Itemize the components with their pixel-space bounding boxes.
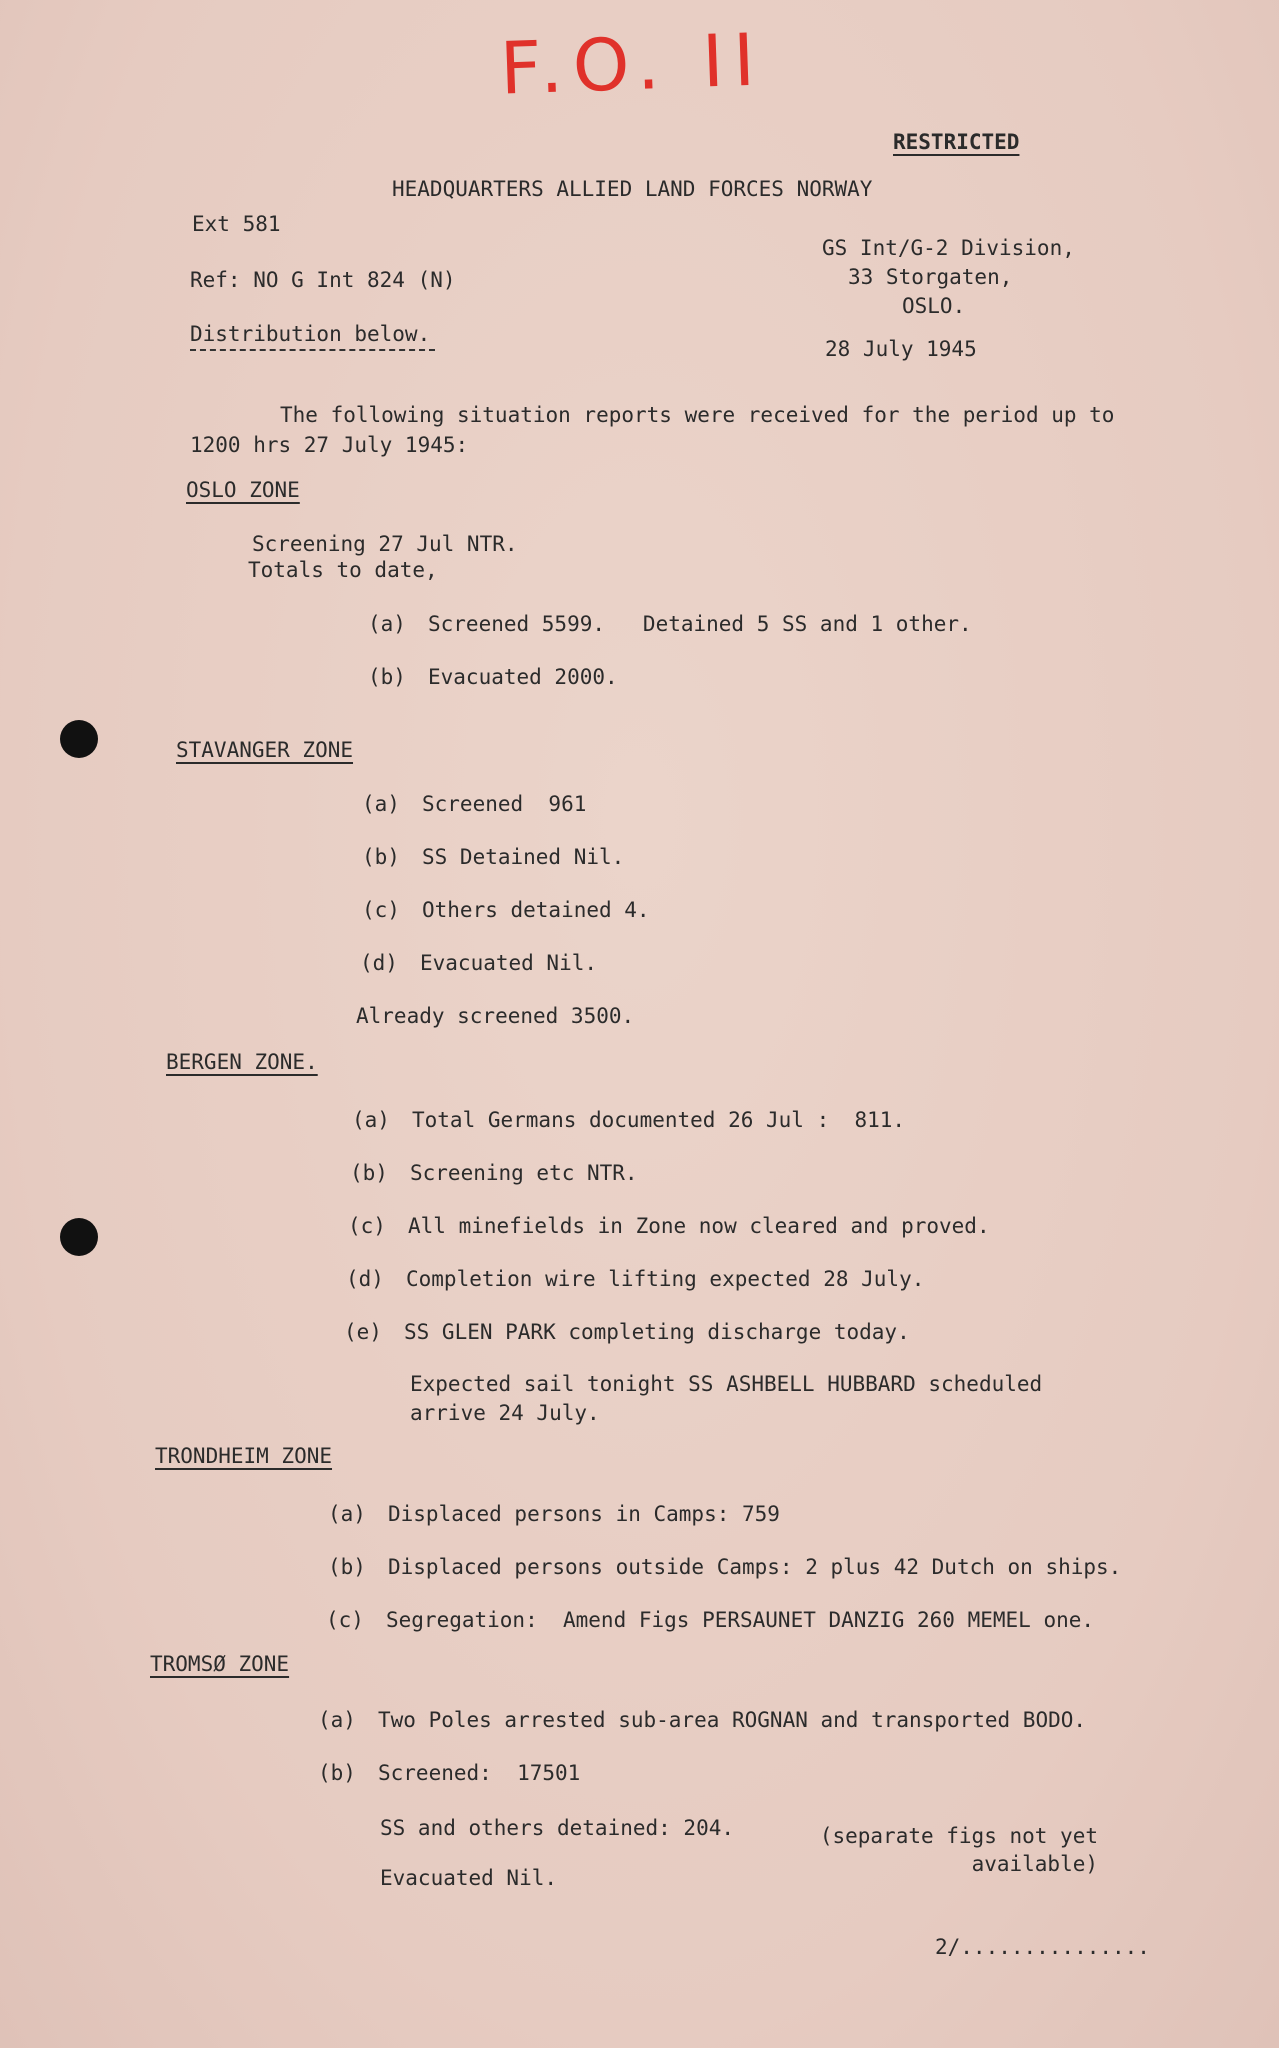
extension-number: Ext 581 [192, 212, 281, 236]
item-text: Screened 961 [422, 792, 587, 816]
stavanger-item-d [360, 951, 597, 975]
item-label: (d) [346, 1267, 384, 1291]
item-text: Two Poles arrested sub-area ROGNAN and transported BODO. [378, 1708, 1087, 1732]
stavanger-item-c [362, 898, 650, 922]
page-continuation-marker: 2/............... [935, 1935, 1150, 1959]
item-text: Displaced persons outside Camps: 2 plus 42 Dutch on ships. [388, 1555, 1122, 1579]
item-label: (a) [352, 1108, 390, 1132]
item-text: Others detained 4. [422, 898, 650, 922]
address-line-1: GS Int/G-2 Division, [822, 236, 1075, 260]
oslo-zone-heading: OSLO ZONE [186, 478, 300, 502]
tromso-detained-line: SS and others detained: 204. [380, 1816, 735, 1840]
item-label: (a) [362, 792, 400, 816]
tromso-figures-note: (separate figs not yet available) [819, 1824, 1098, 1876]
oslo-item-b [368, 665, 618, 689]
intro-paragraph: The following situation reports were received for the period up to 1200 hrs 27 July 1945: [190, 403, 1115, 457]
item-label: (d) [360, 951, 398, 975]
bergen-item-c [348, 1214, 990, 1238]
oslo-item-a [368, 612, 972, 636]
item-text: Completion wire lifting expected 28 July. [406, 1267, 925, 1291]
stavanger-zone-heading: STAVANGER ZONE [176, 738, 354, 762]
stavanger-already-screened: Already screened 3500. [356, 1004, 635, 1028]
document-date: 28 July 1945 [825, 337, 977, 361]
reference-number: Ref: NO G Int 824 (N) [190, 268, 456, 292]
trondheim-item-c [326, 1608, 1094, 1632]
item-text: SS GLEN PARK completing discharge today. [404, 1320, 910, 1344]
item-text: Evacuated Nil. [420, 951, 598, 975]
tromso-zone-heading: TROMSØ ZONE [150, 1652, 290, 1676]
item-text: All minefields in Zone now cleared and proved. [408, 1214, 990, 1238]
item-text: Total Germans documented 26 Jul : 811. [412, 1108, 906, 1132]
distribution-note: Distribution below. [190, 322, 435, 351]
classification-stamp: RESTRICTED [893, 130, 1020, 154]
item-label: (a) [328, 1502, 366, 1526]
item-label: (c) [348, 1214, 386, 1238]
address-line-3: OSLO. [902, 294, 966, 318]
bergen-zone-heading: BERGEN ZONE. [166, 1050, 318, 1074]
item-text: Evacuated 2000. [428, 665, 618, 689]
item-label: (a) [318, 1708, 356, 1732]
punch-hole-top [60, 720, 98, 758]
address-line-2: 33 Storgaten, [848, 265, 1013, 289]
item-text: Screened: 17501 [378, 1761, 581, 1785]
trondheim-zone-heading: TRONDHEIM ZONE [155, 1444, 333, 1468]
tromso-item-a [318, 1708, 1086, 1732]
oslo-screening-line: Screening 27 Jul NTR. [252, 532, 518, 556]
tromso-evacuated-line: Evacuated Nil. [380, 1866, 558, 1890]
bergen-item-b [350, 1161, 638, 1185]
bergen-item-a [352, 1108, 905, 1132]
item-label: (e) [344, 1320, 382, 1344]
item-label: (b) [362, 845, 400, 869]
stavanger-item-b [362, 845, 624, 869]
item-label: (c) [362, 898, 400, 922]
tromso-item-b [318, 1761, 580, 1785]
trondheim-item-a [328, 1502, 780, 1526]
bergen-item-e [344, 1320, 910, 1344]
item-label: (b) [328, 1555, 366, 1579]
item-label: (a) [368, 612, 406, 636]
bergen-extra-note: Expected sail tonight SS ASHBELL HUBBARD scheduled arrive 24 July. [410, 1372, 1043, 1425]
item-label: (b) [350, 1161, 388, 1185]
oslo-totals-line: Totals to date, [248, 558, 438, 582]
trondheim-item-b [328, 1555, 1121, 1579]
item-label: (c) [326, 1608, 364, 1632]
item-text: Segregation: Amend Figs PERSAUNET DANZIG 260 MEMEL one. [386, 1608, 1095, 1632]
item-label: (b) [318, 1761, 356, 1785]
punch-hole-bottom [60, 1218, 98, 1256]
bergen-item-d [346, 1267, 924, 1291]
item-text: Screened 5599. Detained 5 SS and 1 other. [428, 612, 972, 636]
item-label: (b) [368, 665, 406, 689]
headquarters-title: HEADQUARTERS ALLIED LAND FORCES NORWAY [392, 177, 873, 201]
stavanger-item-a [362, 792, 586, 816]
item-text: Screening etc NTR. [410, 1161, 638, 1185]
item-text: SS Detained Nil. [422, 845, 625, 869]
item-text: Displaced persons in Camps: 759 [388, 1502, 780, 1526]
handwritten-mark: F.O. II [498, 17, 767, 111]
